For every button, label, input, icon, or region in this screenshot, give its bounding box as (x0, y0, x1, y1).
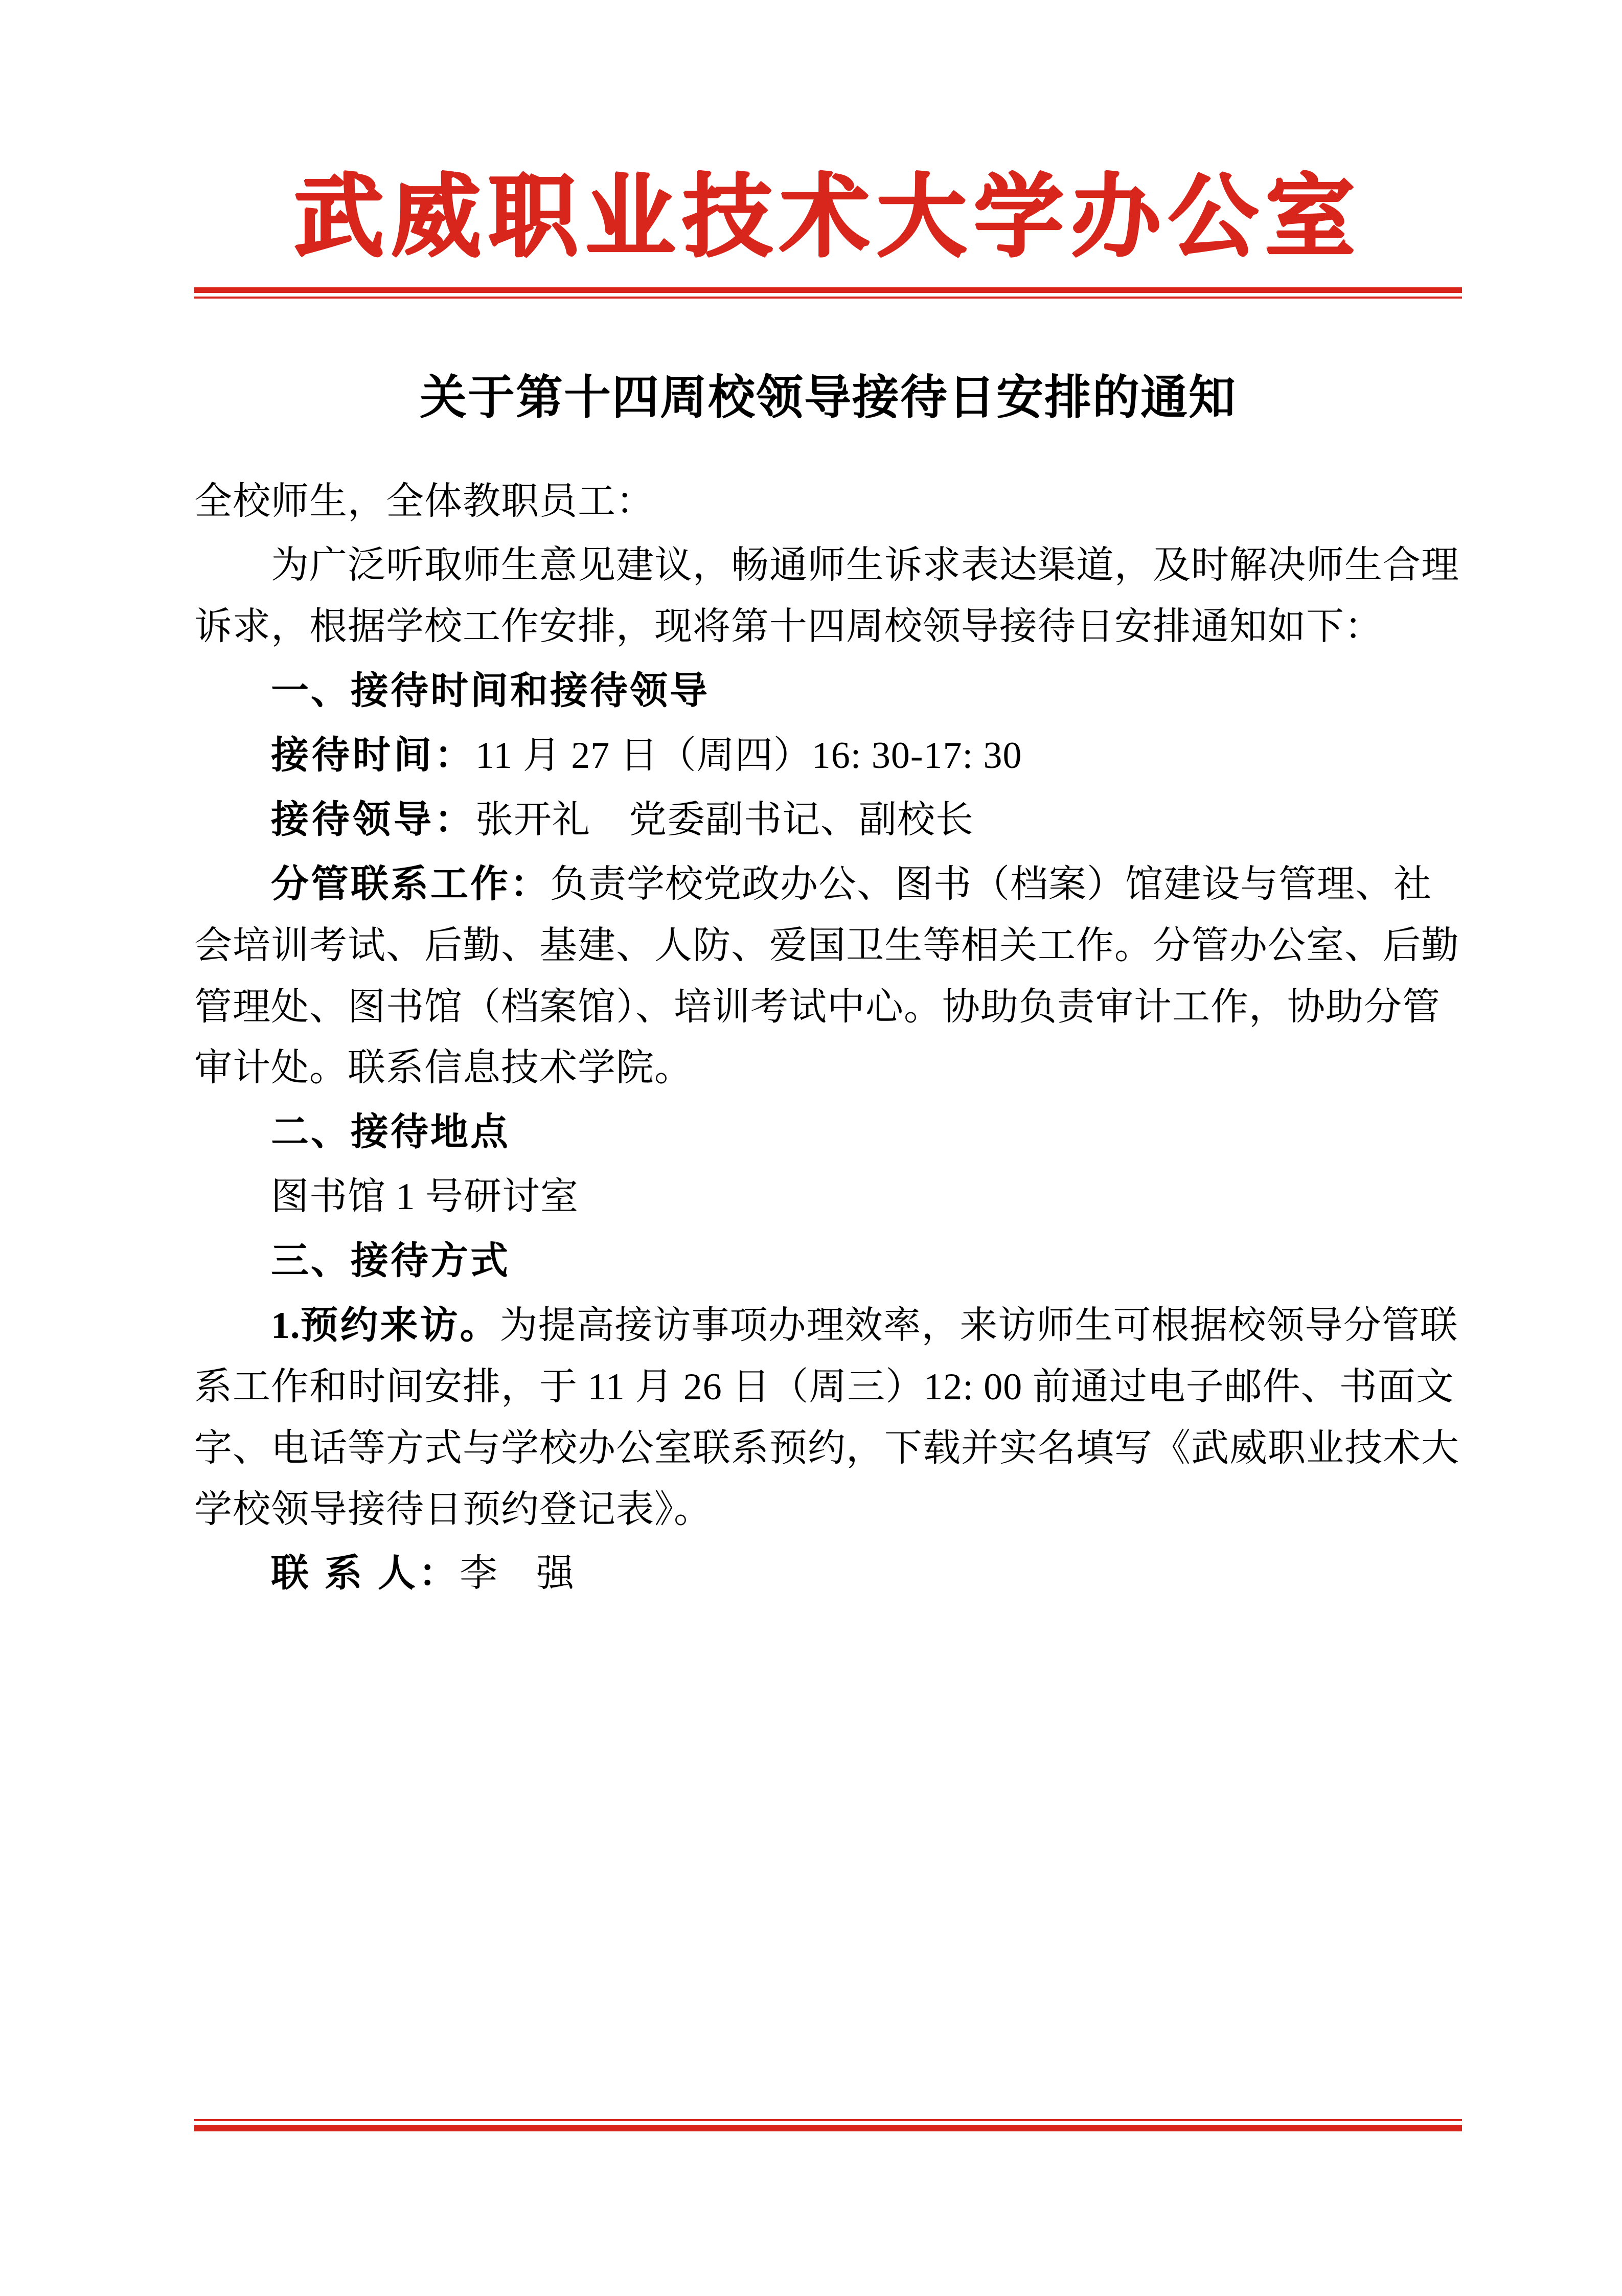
reception-time-label: 接待时间： (271, 735, 475, 777)
method-paragraph (194, 1295, 1462, 1541)
contact-line (194, 1543, 1462, 1605)
letterhead-rule-thin (194, 297, 1462, 299)
reception-leader-line (194, 790, 1462, 851)
footer-rule-thick (194, 2125, 1462, 2131)
document-body (194, 471, 1462, 1605)
duties-label: 分管联系工作： (271, 863, 550, 905)
method-text: 为提高接访事项办理效率，来访师生可根据校领导分管联系工作和时间安排，于 11 月 26 日（周三）12: 00 前通过电子邮件、书面文字、电话等方式与学校办公室联系预约，下载并实名填写《武威职业技术大学校领导接待日预约登记表》。 (194, 1304, 1459, 1531)
reception-time-line (194, 725, 1462, 787)
contact-label: 联 系 人： (271, 1553, 460, 1595)
document-content (194, 0, 1462, 1608)
reception-time-value: 11 月 27 日（周四）16: 30-17: 30 (475, 735, 1022, 777)
section-two-heading: 二、接待地点 (271, 1111, 510, 1154)
duties-paragraph (194, 854, 1462, 1100)
document-title: 关于第十四周校领导接待日安排的通知 (419, 371, 1237, 424)
location-value: 图书馆 1 号研讨室 (271, 1176, 579, 1218)
section-three-heading: 三、接待方式 (271, 1240, 510, 1283)
salutation: 全校师生，全体教职员工： (194, 480, 654, 522)
letterhead (194, 169, 1462, 268)
preamble-paragraph: 为广泛听取师生意见建议，畅通师生诉求表达渠道，及时解决师生合理诉求，根据学校工作安排，现将第十四周校领导接待日安排通知如下： (194, 544, 1459, 648)
reception-leader-value: 张开礼 党委副书记、副校长 (475, 799, 974, 841)
method-number: 1. (271, 1304, 301, 1347)
duties-value: 负责学校党政办公、图书（档案）馆建设与管理、社会培训考试、后勤、基建、人防、爱国卫生等相关工作。分管办公室、后勤管理处、图书馆（档案馆）、培训考试中心。协助负责审计工作，协助分管审计处。联系信息技术学院。 (194, 863, 1459, 1089)
section-one-heading: 一、接待时间和接待领导 (271, 670, 710, 713)
letterhead-rule-thick (194, 287, 1462, 293)
footer-rule-thin (194, 2119, 1462, 2121)
footer-rules (194, 2119, 1462, 2131)
reception-leader-label: 接待领导： (271, 799, 475, 841)
contact-value: 李 强 (460, 1553, 575, 1595)
method-title: 预约来访。 (300, 1304, 500, 1347)
letterhead-organization: 武威职业技术大学办公室 (293, 168, 1362, 268)
